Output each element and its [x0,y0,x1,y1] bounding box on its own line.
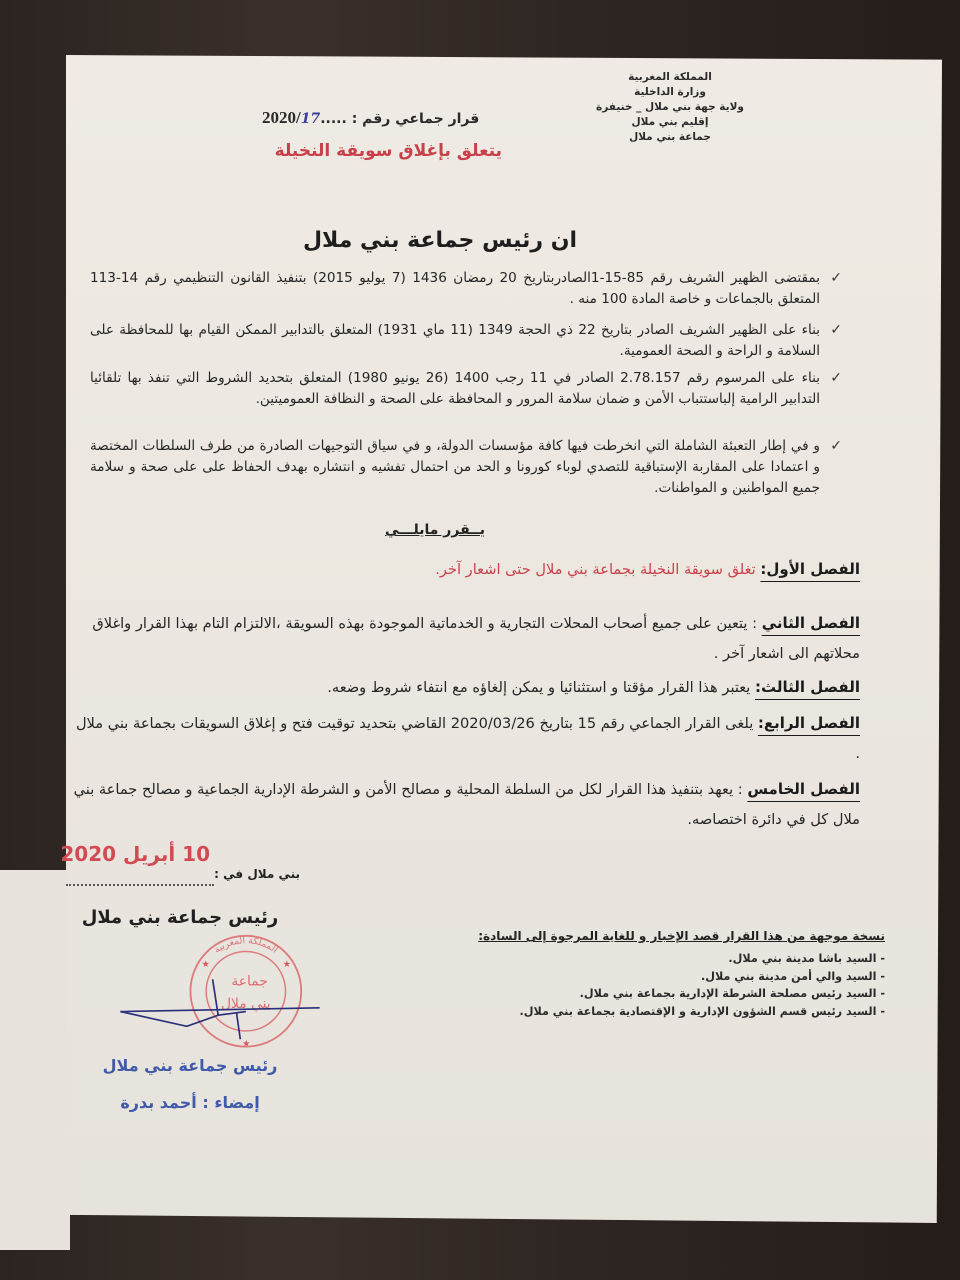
seal-star-icon: ★ [201,959,210,971]
consideration-item [90,368,842,410]
seal-star-icon: ★ [242,1038,251,1050]
article-4 [70,708,860,769]
checkmark-icon: ✓ [830,322,842,338]
recipient-item: - السيد رئيس قسم الشؤون الإدارية و الإقتصادية بجماعة بني ملال. [519,1004,885,1018]
checkmark-icon: ✓ [830,438,842,454]
seal-star-icon: ★ [282,959,292,971]
checkmark-icon: ✓ [830,370,842,386]
dotted-line [66,884,214,886]
recipient-item: - السيد باشا مدينة بني ملال. [728,952,885,965]
article-label: الفصل الثالث: [755,678,860,696]
president-title: رئيس جماعة بني ملال [81,907,279,928]
copy-to-title: نسخة موجهة من هذا القرار قصد الإخبار و للغاية المرجوة إلى السادة: [478,929,885,943]
checkmark-icon: ✓ [830,270,842,286]
decision-subject: يتعلق بإغلاق سويقة النخيلة [274,141,502,161]
letterhead-line: وزارة الداخلية [634,86,706,98]
seal-inner-line1: جماعة [231,973,268,990]
recipient-item: - السيد رئيس مصلحة الشرطة الإدارية بجماعة بني ملال. [579,987,885,1000]
consideration-text: بناء على المرسوم رقم 2.78.157 الصادر في 11 رجب 1400 (26 يونيو 1980) المتعلق بتحديد الشروط التي تنفذ بها تلقائيا التدابير الرامية إلباستتباب الأمن و ضمان سلامة المرور و المحافظة على الصحة و النظافة العموميتين. [90,370,820,407]
letterhead-line: جماعة بني ملال [629,131,711,143]
article-label: الفصل الثاني [761,614,860,632]
seal-inner-line2: بني ملال [221,995,271,1012]
date-stamp: 10 أبريل 2020 [60,842,210,866]
consideration-item [90,320,842,362]
seal-outer-text: المملكة المغربية [212,935,280,956]
consideration-text: و في إطار التعبئة الشاملة التي انخرطت فيها كافة مؤسسات الدولة، و في سياق التوجيهات الصادرة من طرف السلطات المختصة و اعتمادا على المقاربة الإستباقية للتصدي لوباء كورونا و الحد من احتمال تفشيه و انتشاره بهدف الحفاظ على على صحة و سلامة جميع المواطنين و المواطنات. [90,438,820,496]
article-label: الفصل الرابع: [757,714,860,732]
article-label: الفصل الأول: [760,560,860,578]
article-2 [70,608,860,669]
article-5 [70,774,860,835]
place-label: بني ملال في : [214,867,300,881]
official-seal [100,934,340,1054]
article-3 [70,672,860,703]
consideration-item [90,436,842,499]
article-text: يلغى القرار الجماعي رقم 15 بتاريخ 2020/03/26 القاضي بتحديد توقيت فتح و إغلاق السويقات بجماعة بني ملال . [75,715,860,762]
decision-year: 2020/ [262,108,301,127]
letterhead-line: إقليم بني ملال [631,116,709,128]
consideration-text: بناء على الظهير الشريف الصادر بتاريخ 22 ذي الحجة 1349 (11 ماي 1931) المتعلق بالتدابير الممكن القيام بها للمحافظة على السلامة و الراحة و الصحة العمومية. [90,322,820,359]
decision-number-dots: ..... [320,111,347,127]
consideration-text: بمقتضى الظهير الشريف رقم 85-15-1الصادربتاريخ 20 رمضان 1436 (7 يوليو 2015) بتنفيذ القانون التنظيمي رقم 14-113 المتعلق بالجماعات و خاصة المادة 100 منه . [90,270,821,307]
letterhead-line: المملكة المغربية [628,71,712,83]
letterhead-line: ولاية جهة بني ملال _ خنيفرة [596,101,744,113]
seal-inner-ring [206,952,285,1031]
article-text: يعتبر هذا القرار مؤقتا و استثنائيا و يمكن إلغاؤه مع انتفاء شروط وضعه. [327,679,751,696]
article-1 [70,554,860,585]
signature-signed-by: إمضاء : أحمد بدرة [120,1093,260,1112]
handwritten-signature [120,979,319,1039]
article-text: : يعهد بتنفيذ هذا القرار لكل من السلطة المحلية و مصالح الأمن و الشرطة الإدارية الجماعية و مصالح جماعة بني ملال كل في دائرة اختصاصه. [73,781,860,828]
decision-number-handwritten: 17 [300,111,321,127]
article-text: : يتعين على جميع أصحاب المحلات التجارية و الخدماتية الموجودة بهذه السويقة ،الالتزام التام بهذا القرار واغلاق محلاتهم الى اشعار آخر . [92,615,860,662]
decides-heading: يــقرر مايلـــي [385,522,485,538]
page-title: ان رئيس جماعة بني ملال [302,228,578,253]
decision-number [262,108,479,129]
recipient-item: - السيد والي أمن مدينة بني ملال. [700,969,885,983]
copy-to-list [500,950,885,1020]
consideration-item [90,268,842,310]
article-label: الفصل الخامس [747,780,860,798]
seal-outer-ring [190,936,301,1047]
letterhead [560,70,780,145]
article-text: تغلق سويقة النخيلة بجماعة بني ملال حتى اشعار آخر. [435,561,756,578]
signature-stamp-title: رئيس جماعة بني ملال [102,1056,278,1075]
decision-number-label: قرار جماعي رقم : [351,111,480,127]
